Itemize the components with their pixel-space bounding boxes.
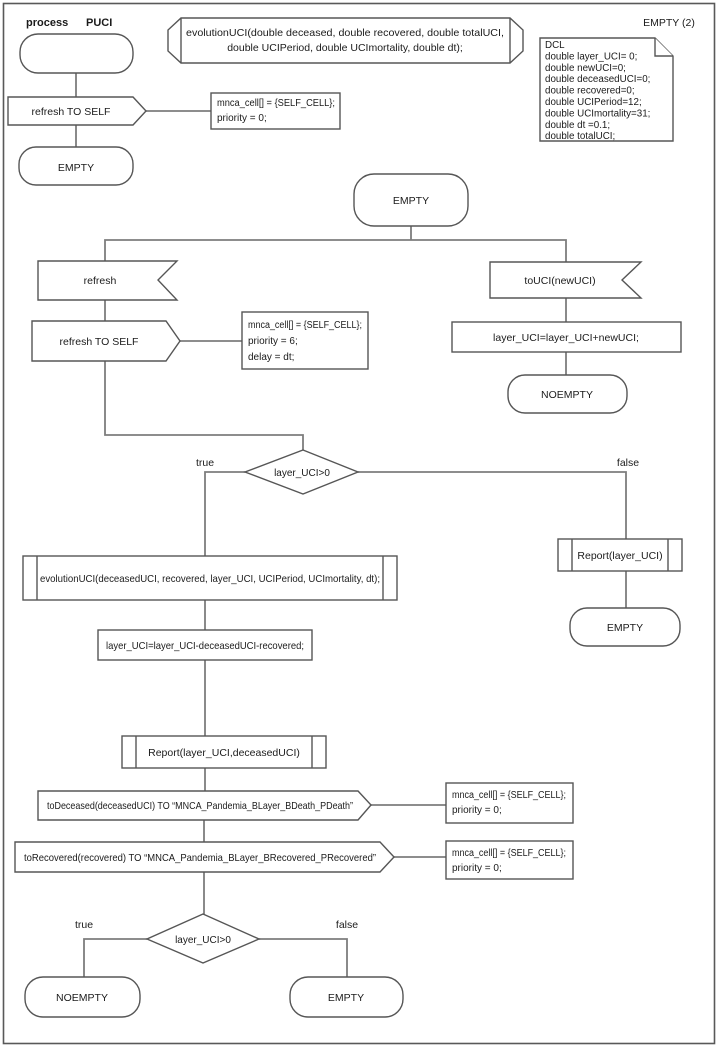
signature-line-1: evolutionUCI(double deceased, double recovered, double totalUCI, [186, 27, 505, 39]
flow-line [105, 361, 303, 450]
report-deceased-call [122, 736, 326, 768]
signature-line-2: double UCIPeriod, double UCImortality, double dt); [227, 42, 463, 54]
comment-line: priority = 6; [248, 336, 298, 347]
input-signal-label: refresh [83, 275, 117, 287]
dcl-line: double dt =0.1; [545, 119, 611, 131]
output-signal-label: refresh TO SELF [59, 336, 139, 348]
dcl-line: double recovered=0; [545, 85, 635, 97]
page-ref-label: EMPTY (2) [643, 17, 695, 29]
decision-false-label: false [335, 919, 359, 931]
dcl-line: double UCIPeriod=12; [545, 97, 642, 108]
comment-line: mnca_cell[] = {SELF_CELL}; [452, 848, 566, 859]
signature-shape [168, 18, 523, 63]
output-signal-label: toRecovered(recovered) TO “MNCA_Pandemia_BLayer_BRecovered_PRecovered” [24, 852, 377, 864]
state-label: EMPTY [606, 622, 644, 634]
task-label: layer_UCI=layer_UCI+newUCI; [493, 332, 639, 344]
dcl-note [540, 38, 673, 142]
procedure-call-label: evolutionUCI(deceasedUCI, recovered, layer_UCI, UCIPeriod, UCImortality, dt); [40, 573, 380, 585]
task-label: layer_UCI=layer_UCI-deceasedUCI-recovered; [106, 640, 304, 652]
procedure-signature-symbol [168, 18, 523, 63]
decision-true-label: true [195, 457, 215, 469]
output-signal-label: toDeceased(deceasedUCI) TO “MNCA_Pandemia_BLayer_BDeath_PDeath” [47, 800, 354, 812]
comment-line: priority = 0; [452, 805, 502, 816]
decision-true-line [205, 472, 245, 556]
comment-line: mnca_cell[] = {SELF_CELL}; [452, 790, 566, 801]
decision-false-line [358, 472, 626, 539]
dcl-line: double layer_UCI= 0; [545, 51, 638, 63]
output-signal-label: refresh TO SELF [31, 106, 111, 118]
comment-box-deceased [446, 783, 573, 823]
state-label: NOEMPTY [541, 389, 593, 401]
input-signal-label: toUCI(newUCI) [524, 275, 596, 287]
state-label: EMPTY [57, 162, 95, 174]
comment-line: mnca_cell[] = {SELF_CELL}; [248, 320, 362, 331]
start-state-symbol [20, 34, 133, 73]
decision-true-line [84, 939, 147, 977]
process-keyword-label: process [26, 17, 69, 29]
procedure-call-label: Report(layer_UCI) [577, 550, 663, 562]
decision-condition: layer_UCI>0 [274, 468, 330, 479]
dcl-line: double newUCI=0; [545, 62, 626, 74]
process-name-label: PUCI [86, 17, 113, 29]
comment-line: priority = 0; [452, 863, 502, 874]
comment-line: priority = 0; [217, 113, 267, 124]
comment-line: delay = dt; [248, 352, 295, 363]
state-label: EMPTY [392, 195, 430, 207]
decision-condition: layer_UCI>0 [175, 935, 231, 946]
decision-false-label: false [616, 457, 640, 469]
decision-true-label: true [74, 919, 94, 931]
evolutionuci-call [23, 556, 397, 600]
dcl-line: double UCImortality=31; [545, 108, 651, 120]
dcl-line: double deceasedUCI=0; [545, 74, 651, 86]
comment-line: mnca_cell[] = {SELF_CELL}; [217, 98, 335, 109]
dcl-line: double totalUCI; [545, 131, 616, 143]
branch-split-line [105, 240, 566, 262]
dcl-line: DCL [545, 40, 565, 51]
report-layer-uci-call [558, 539, 682, 571]
state-label: NOEMPTY [56, 992, 108, 1004]
decision-false-line [259, 939, 347, 977]
state-label: EMPTY [327, 992, 365, 1004]
procedure-call-label: Report(layer_UCI,deceasedUCI) [148, 747, 300, 759]
